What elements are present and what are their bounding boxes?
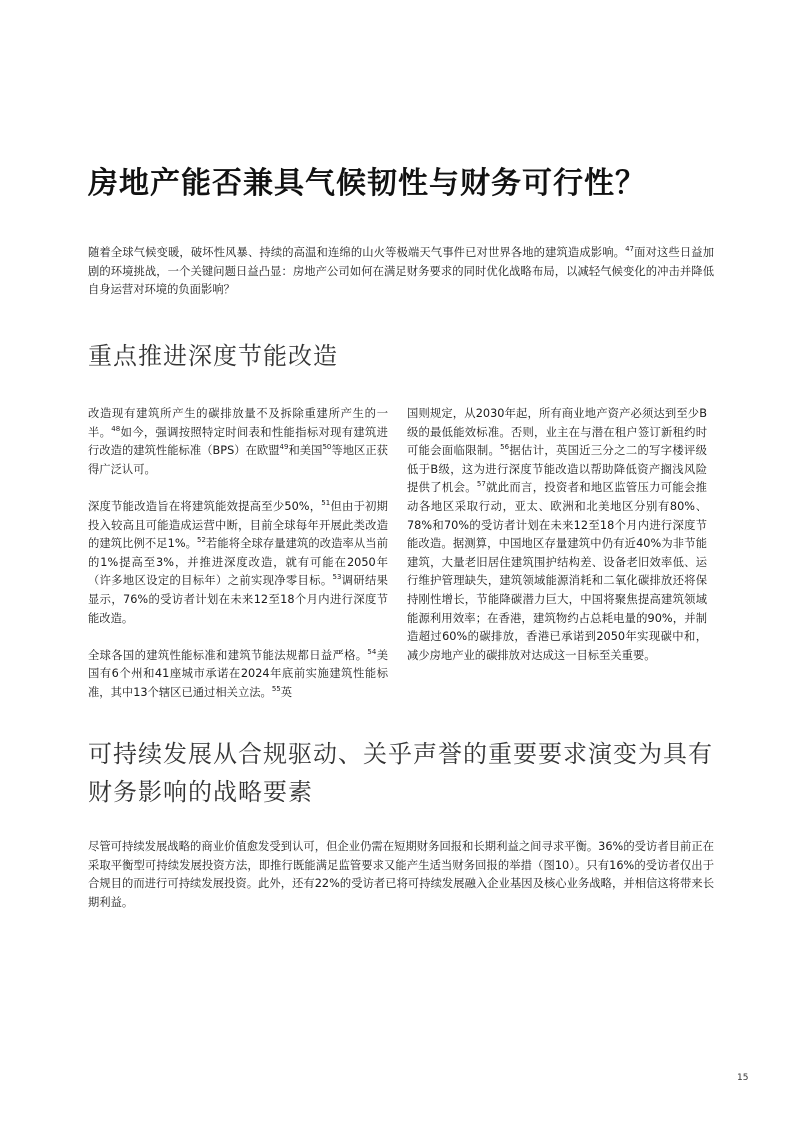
footnote-ref: 55 [271,685,281,694]
sustainability-paragraph: 尽管可持续发展战略的商业价值愈发受到认可，但企业仍需在短期财务回报和长期利益之间寻求平衡。36%的受访者目前正在采取平衡型可持续发展投资方法，即推行既能满足监管要求又能产生适当财务回报的举措（图10）。只有16%的受访者仅出于合规目的而进行可持续发展投资。此外，还有22%的受访者已将可持续发展融入企业基因及核心业务战略，并相信这将带来长期利益。 [88,840,714,909]
footnote-ref: 52 [197,536,206,545]
text-run: 改造现有建筑所产生的碳排放量不及拆除重建所产生的一半。 [88,407,388,439]
text-run: 美国有6个州和41座城市承诺在2024年底前实施建筑性能标准，其中13个辖区已通过相关立法。 [88,648,388,699]
section-heading-sustainability: 可持续发展从合规驱动、关乎声誉的重要要求演变为具有财务影响的战略要素 [88,740,713,806]
text-run: 但由于初期投入较高且可能造成运营中断，目前全球每年开展此类改造的建筑比例不足1%。 [88,499,388,551]
footnote-ref: 56 [500,443,510,452]
footnote-ref: 50 [322,443,332,452]
text-run: 调研结果显示，76%的受访者计划在未来12至18个月内进行深度节能改造。 [88,574,388,625]
footnote-ref: 49 [279,443,289,452]
text-run: 若能将全球存量建筑的改造率从当前的1%提高至3%，并推进深度改造，就有可能在2050年（许多地区设定的目标年）之前实现净零目标。 [88,537,388,588]
footnote-ref: 54 [367,647,377,656]
text-run: 如今，强调按照特定时间表和性能指标对现有建筑进行改造的建筑性能标准（BPS）在欧盟 [88,425,388,458]
page-number: 15 [737,1073,749,1083]
paragraph [88,405,388,479]
text-run: 等地区正获得广泛认可。 [88,444,388,476]
right-column [407,405,707,684]
text-run: 国则规定，从2030年起，所有商业地产资产必须达到至少B级的最低能效标准。否则，业主在与潜在租户签订新租约时可能会面临限制。 [407,407,707,458]
intro-paragraph [88,244,714,300]
paragraph [407,405,707,665]
footnote-ref: 51 [321,499,331,508]
section-heading-retrofit: 重点推进深度节能改造 [88,342,338,370]
intro-text-a: 随着全球气候变暖，破坏性风暴、持续的高温和连绵的山火等极端天气事件已对世界各地的建筑造成影响。 [88,246,626,259]
text-run: 全球各国的建筑性能标准和建筑节能法规都日益严格。 [88,648,368,662]
footnote-ref: 53 [332,573,342,582]
paragraph [88,647,388,703]
footnote-ref: 48 [111,424,121,433]
text-run: 和美国 [288,444,323,458]
footnote-ref: 47 [625,245,634,254]
intro-text-b: 面对这些日益加剧的环境挑战，一个关键问题日益凸显：房地产公司如何在满足财务要求的同时优化战略布局，以减轻气候变化的冲击并降低自身运营对环境的负面影响？ [88,246,714,297]
left-column [88,405,388,721]
page-title: 房地产能否兼具气候韧性与财务可行性？ [88,166,646,201]
text-run: 就此而言，投资者和地区监管压力可能会推动各地区采取行动，亚太、欧洲和北美地区分别有80%、78%和70%的受访者计划在未来12至18个月内进行深度节能改造。据测算，中国地区存量建筑中仍有近40%为非节能建筑，大量老旧居住建筑围护结构差、设备老旧效率低、运行维护管理缺失，建筑领域能源消耗和二氧化碳排放还将保持刚性增长，节能降碳潜力巨大，中国将聚焦提高建筑领域能源利用效率；在香港，建筑物约占总耗电量的90%，并制造超过60%的碳排放，香港已承诺到2050年实现碳中和，减少房地产业的碳排放对达成这一目标至关重要。 [407,481,707,662]
text-run: 据估计，英国近三分之二的写字楼评级低于B级，这为进行深度节能改造以帮助降低资产搁浅风险提供了机会。 [407,444,707,495]
text-run: 深度节能改造旨在将建筑能效提高至少50%， [88,499,322,513]
paragraph [88,498,388,628]
text-run: 英 [280,685,293,699]
footnote-ref: 57 [476,480,486,489]
